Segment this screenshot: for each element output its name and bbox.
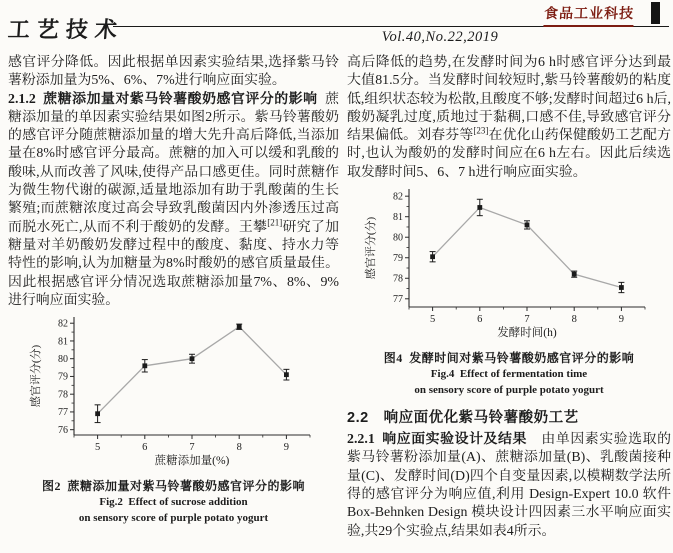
fig4-caption-cn: 图4 发酵时间对紫马铃薯酸奶感官评分的影响 — [383, 351, 635, 366]
svg-text:78: 78 — [393, 273, 403, 285]
svg-text:7: 7 — [188, 442, 195, 454]
fig2-caption-en: Fig.2 Effect of sucrose addition — [99, 496, 248, 509]
svg-text:6: 6 — [477, 314, 483, 326]
paragraph: 高后降低的趋势,在发酵时间为6 h时感官评分达到最大值81.5分。当发酵时间较短时,紫马铃薯酸奶的粘度低,组织状态较为松散,且酸度不够;发酵时间超过6 h后,酸奶凝乳过度,质地过于黏稠,口感不佳,导致感官评分结果偏低。刘春芬等[23]在优化山药保健酸奶工艺配方时,也认为酸奶的发酵时间应在6 h左右。因此后续选取发酵时间5、6、7 h进行响应面实验。 — [347, 55, 671, 180]
section-heading-2-2: 2.2 响应面优化紫马铃薯酸奶工艺 — [347, 410, 579, 427]
fig4-line-chart — [347, 184, 671, 342]
paragraph-2-2-1: 2.2.1 响应面实验设计及结果 由单因素实验选取的紫马铃薯粉添加量(A)、蔗糖添加量(B)、乳酸菌接种量(C)、发酵时间(D)四个自变量因素,以模糊数学法所得的感官评分为响应值,利用 Design-Expert 10.0 软件 Box-Behnken Design 模块设计四因素三水平响应面实验,共29个实验点,结果如表4所示。 — [347, 432, 671, 539]
left-column — [8, 54, 339, 526]
fig4-caption-en2: on sensory score of purple potato yogurt — [414, 384, 604, 397]
fig2-caption-en2: on sensory score of purple potato yogurt — [78, 512, 269, 525]
svg-text:82: 82 — [57, 318, 68, 330]
svg-text:80: 80 — [393, 232, 403, 244]
svg-text:8: 8 — [571, 314, 577, 326]
fig2-line-chart — [8, 312, 339, 470]
figure-4 — [347, 184, 671, 398]
journal-logo-bar — [651, 2, 660, 24]
svg-text:78: 78 — [57, 389, 68, 401]
figure-2 — [8, 312, 339, 526]
fig4-caption-en: Fig.4 Effect of fermentation time — [430, 368, 588, 381]
svg-text:82: 82 — [393, 191, 403, 203]
svg-text:蔗糖添加量(%): 蔗糖添加量(%) — [154, 455, 229, 468]
svg-text:发酵时间(h): 发酵时间(h) — [497, 327, 557, 340]
svg-text:7: 7 — [524, 314, 530, 326]
right-column — [347, 54, 671, 541]
svg-text:9: 9 — [618, 314, 625, 326]
svg-text:79: 79 — [393, 253, 403, 265]
svg-text:77: 77 — [393, 294, 403, 306]
journal-logo: 食品工业科技 — [543, 3, 634, 27]
column-section-logo: 工艺技术 — [7, 17, 125, 42]
svg-text:5: 5 — [94, 442, 100, 454]
svg-text:感官评分(分): 感官评分(分) — [29, 344, 42, 408]
svg-text:80: 80 — [57, 354, 68, 366]
volume-info: Vol.40,No.22,2019 — [381, 29, 499, 45]
svg-text:5: 5 — [429, 314, 436, 326]
svg-text:8: 8 — [236, 442, 242, 454]
paragraph-2-1-2: 2.1.2 蔗糖添加量对紫马铃薯酸奶感官评分的影响 蔗糖添加量的单因素实验结果如图2所示。紫马铃薯酸奶的感官评分随蔗糖添加量的增大先升高后降低,当添加量在8%时感官评分最高。蔗糖的加入可以缓和乳酸的酸味,从而改善了风味,使得产品口感更佳。同时蔗糖作为微生物代谢的碳源,适量地添加有助于乳酸菌的生长繁殖;而蔗糖浓度过高会导致乳酸菌因内外渗透压过高而脱水死亡,从而不利于酸奶的发酵。王攀[21]研究了加糖量对羊奶酸奶发酵过程中的酸度、黏度、持水力等特性的影响,认为加糖量为8%时酸奶的感官质量最佳。因此根据感官评分情况选取蔗糖添加量7%、8%、9%进行响应面实验。 — [8, 91, 339, 308]
fig2-caption-cn: 图2 蔗糖添加量对紫马铃薯酸奶感官评分的影响 — [41, 479, 305, 494]
svg-text:76: 76 — [57, 425, 68, 437]
svg-text:6: 6 — [141, 442, 147, 454]
svg-text:79: 79 — [57, 371, 68, 383]
svg-text:81: 81 — [393, 212, 403, 224]
svg-text:81: 81 — [57, 336, 68, 348]
paragraph: 感官评分降低。因此根据单因素实验结果,选择紫马铃薯粉添加量为5%、6%、7%进行响应面实验。 — [8, 55, 339, 89]
svg-text:77: 77 — [57, 407, 68, 419]
svg-text:9: 9 — [283, 442, 289, 454]
svg-text:感官评分(分): 感官评分(分) — [365, 216, 377, 280]
